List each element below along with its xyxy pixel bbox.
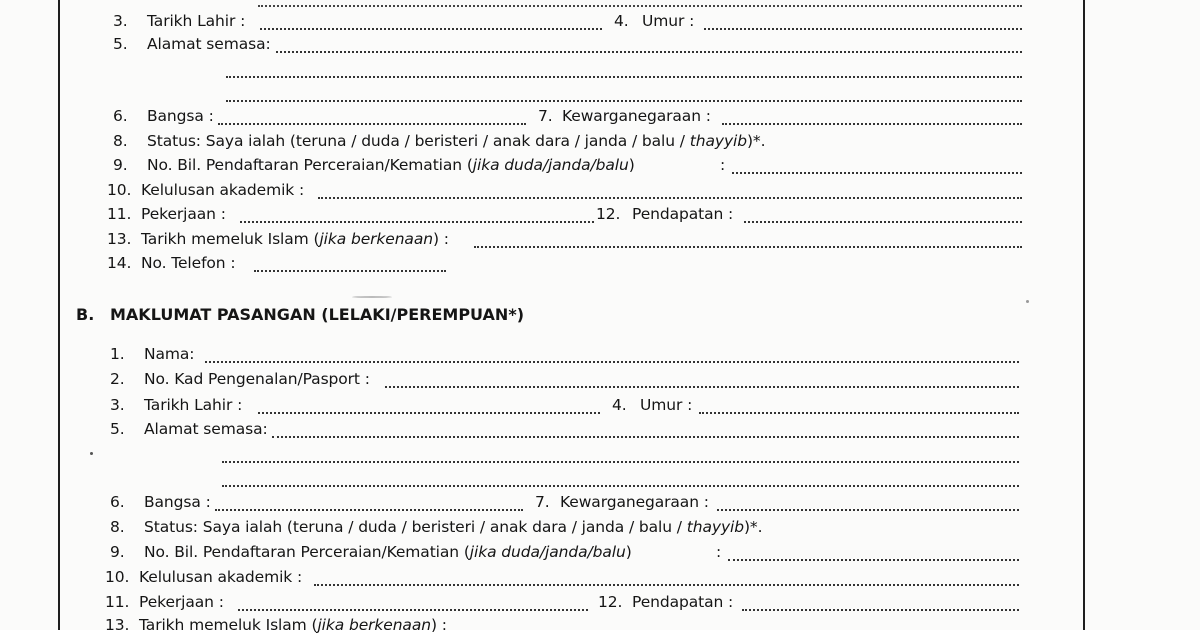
fill-line[interactable] [318,195,1022,199]
field-label: Kewarganegaraan : [562,107,711,125]
fill-line[interactable] [742,607,1019,611]
fill-line[interactable] [222,459,1019,463]
fill-line[interactable] [226,98,1022,102]
fill-line[interactable] [474,244,1022,248]
field-label: Kelulusan akademik : [139,568,303,586]
form-row-a8 [0,130,1200,152]
form-row-b8 [0,516,1200,538]
field-label: Alamat semasa: [144,420,268,438]
address-line-3 [0,467,1200,489]
field-label: Pendapatan : [632,593,734,611]
status-italic: thayyib [689,132,747,150]
form-row-a6 [0,105,1200,127]
item-number: 11. [105,593,130,611]
status-text: Status: Saya ialah (teruna / duda / beristeri / anak dara / janda / balu / [147,132,690,150]
field-label [147,154,635,176]
fill-line[interactable] [218,121,526,125]
label-text: No. Bil. Pendaftaran Perceraian/Kematian ( [144,543,470,561]
item-number: 13. [107,230,132,248]
label-italic: jika duda/janda/balu [472,156,629,174]
item-number: 8. [110,518,125,536]
status-end: )*. [743,518,763,536]
field-label: Pekerjaan : [141,205,226,223]
status-label [147,130,765,152]
status-end: )*. [746,132,766,150]
field-label: No. Kad Pengenalan/Pasport : [144,370,370,388]
item-number: 14. [107,254,132,272]
field-label: Umur : [640,396,693,414]
fill-line[interactable] [276,49,1022,53]
fill-line[interactable] [272,434,1019,438]
item-number: 4. [614,12,629,30]
label-italic: jika berkenaan [317,616,431,634]
fill-line[interactable] [385,384,1019,388]
form-row-b6 [0,491,1200,513]
label-italic: jika berkenaan [319,230,433,248]
section-letter: B. [76,305,95,324]
form-row-b13 [0,614,1200,636]
address-line-2 [0,443,1200,465]
form-row-b2 [0,368,1200,390]
fill-line[interactable] [728,557,1019,561]
fill-line[interactable] [717,507,1019,511]
fill-line[interactable] [732,170,1022,174]
item-number: 8. [113,132,128,150]
form-row-b5 [0,418,1200,440]
form-row-a9 [0,154,1200,176]
field-label: Pekerjaan : [139,593,224,611]
status-label [144,516,762,538]
item-number: 4. [612,396,627,414]
item-number: 7. [538,107,553,125]
item-number: 6. [110,493,125,511]
fill-line[interactable] [254,268,446,272]
status-text: Status: Saya ialah (teruna / duda / beristeri / anak dara / janda / balu / [144,518,687,536]
label-end: ) : [430,616,447,634]
item-number: 7. [535,493,550,511]
label-text: No. Bil. Pendaftaran Perceraian/Kematian ( [147,156,473,174]
item-number: 9. [110,543,125,561]
field-label [141,228,449,250]
label-end: ) [625,543,632,561]
field-label: Pendapatan : [632,205,734,223]
item-number: 5. [113,35,128,53]
fill-line[interactable] [222,483,1019,487]
fill-line[interactable] [260,26,602,30]
field-label: Tarikh Lahir : [147,12,246,30]
form-row-b9 [0,541,1200,563]
label-text: Tarikh memeluk Islam ( [139,616,318,634]
form-row-a10 [0,179,1200,201]
fill-line[interactable] [205,359,1019,363]
field-label [139,614,447,636]
status-italic: thayyib [686,518,744,536]
label-end: ) : [432,230,449,248]
item-number: 6. [113,107,128,125]
item-number: 3. [113,12,128,30]
form-row-b3 [0,394,1200,416]
fill-line[interactable] [258,410,600,414]
item-number: 10. [105,568,130,586]
item-number: 2. [110,370,125,388]
form-row-a14 [0,252,1200,274]
form-row-a3 [0,10,1200,32]
item-number: 12. [598,593,623,611]
fill-line[interactable] [699,410,1019,414]
cut-off-field-line [258,0,1022,7]
form-row-a5 [0,33,1200,55]
item-number: 9. [113,156,128,174]
field-label: No. Telefon : [141,254,236,272]
field-label [144,541,632,563]
field-label: Umur : [642,12,695,30]
item-number: 12. [596,205,621,223]
form-row-b11 [0,591,1200,613]
scan-speck [352,296,392,298]
fill-line[interactable] [722,121,1022,125]
form-row-b1 [0,343,1200,365]
item-number: 11. [107,205,132,223]
form-row-a13 [0,228,1200,250]
form-row-b10 [0,566,1200,588]
field-label: Bangsa : [144,493,211,511]
item-number: 13. [105,616,130,634]
field-label: Alamat semasa: [147,35,271,53]
field-label: Bangsa : [147,107,214,125]
item-number: 3. [110,396,125,414]
label-text: Tarikh memeluk Islam ( [141,230,320,248]
fill-line[interactable] [226,74,1022,78]
colon: : [716,543,722,561]
form-row-a11 [0,203,1200,225]
address-line-3 [0,82,1200,104]
fill-line[interactable] [704,26,1022,30]
section-title: MAKLUMAT PASANGAN (LELAKI/PEREMPUAN*) [110,305,524,324]
address-line-2 [0,58,1200,80]
fill-line[interactable] [314,582,1019,586]
label-end: ) [628,156,635,174]
item-number: 10. [107,181,132,199]
field-label: Kelulusan akademik : [141,181,305,199]
colon: : [720,156,726,174]
scan-speck [1026,300,1029,303]
item-number: 5. [110,420,125,438]
field-label: Nama: [144,345,195,363]
label-italic: jika duda/janda/balu [469,543,626,561]
field-label: Tarikh Lahir : [144,396,243,414]
fill-line[interactable] [240,219,594,223]
fill-line[interactable] [215,507,523,511]
fill-line[interactable] [238,607,588,611]
fill-line[interactable] [744,219,1022,223]
item-number: 1. [110,345,125,363]
field-label: Kewarganegaraan : [560,493,709,511]
